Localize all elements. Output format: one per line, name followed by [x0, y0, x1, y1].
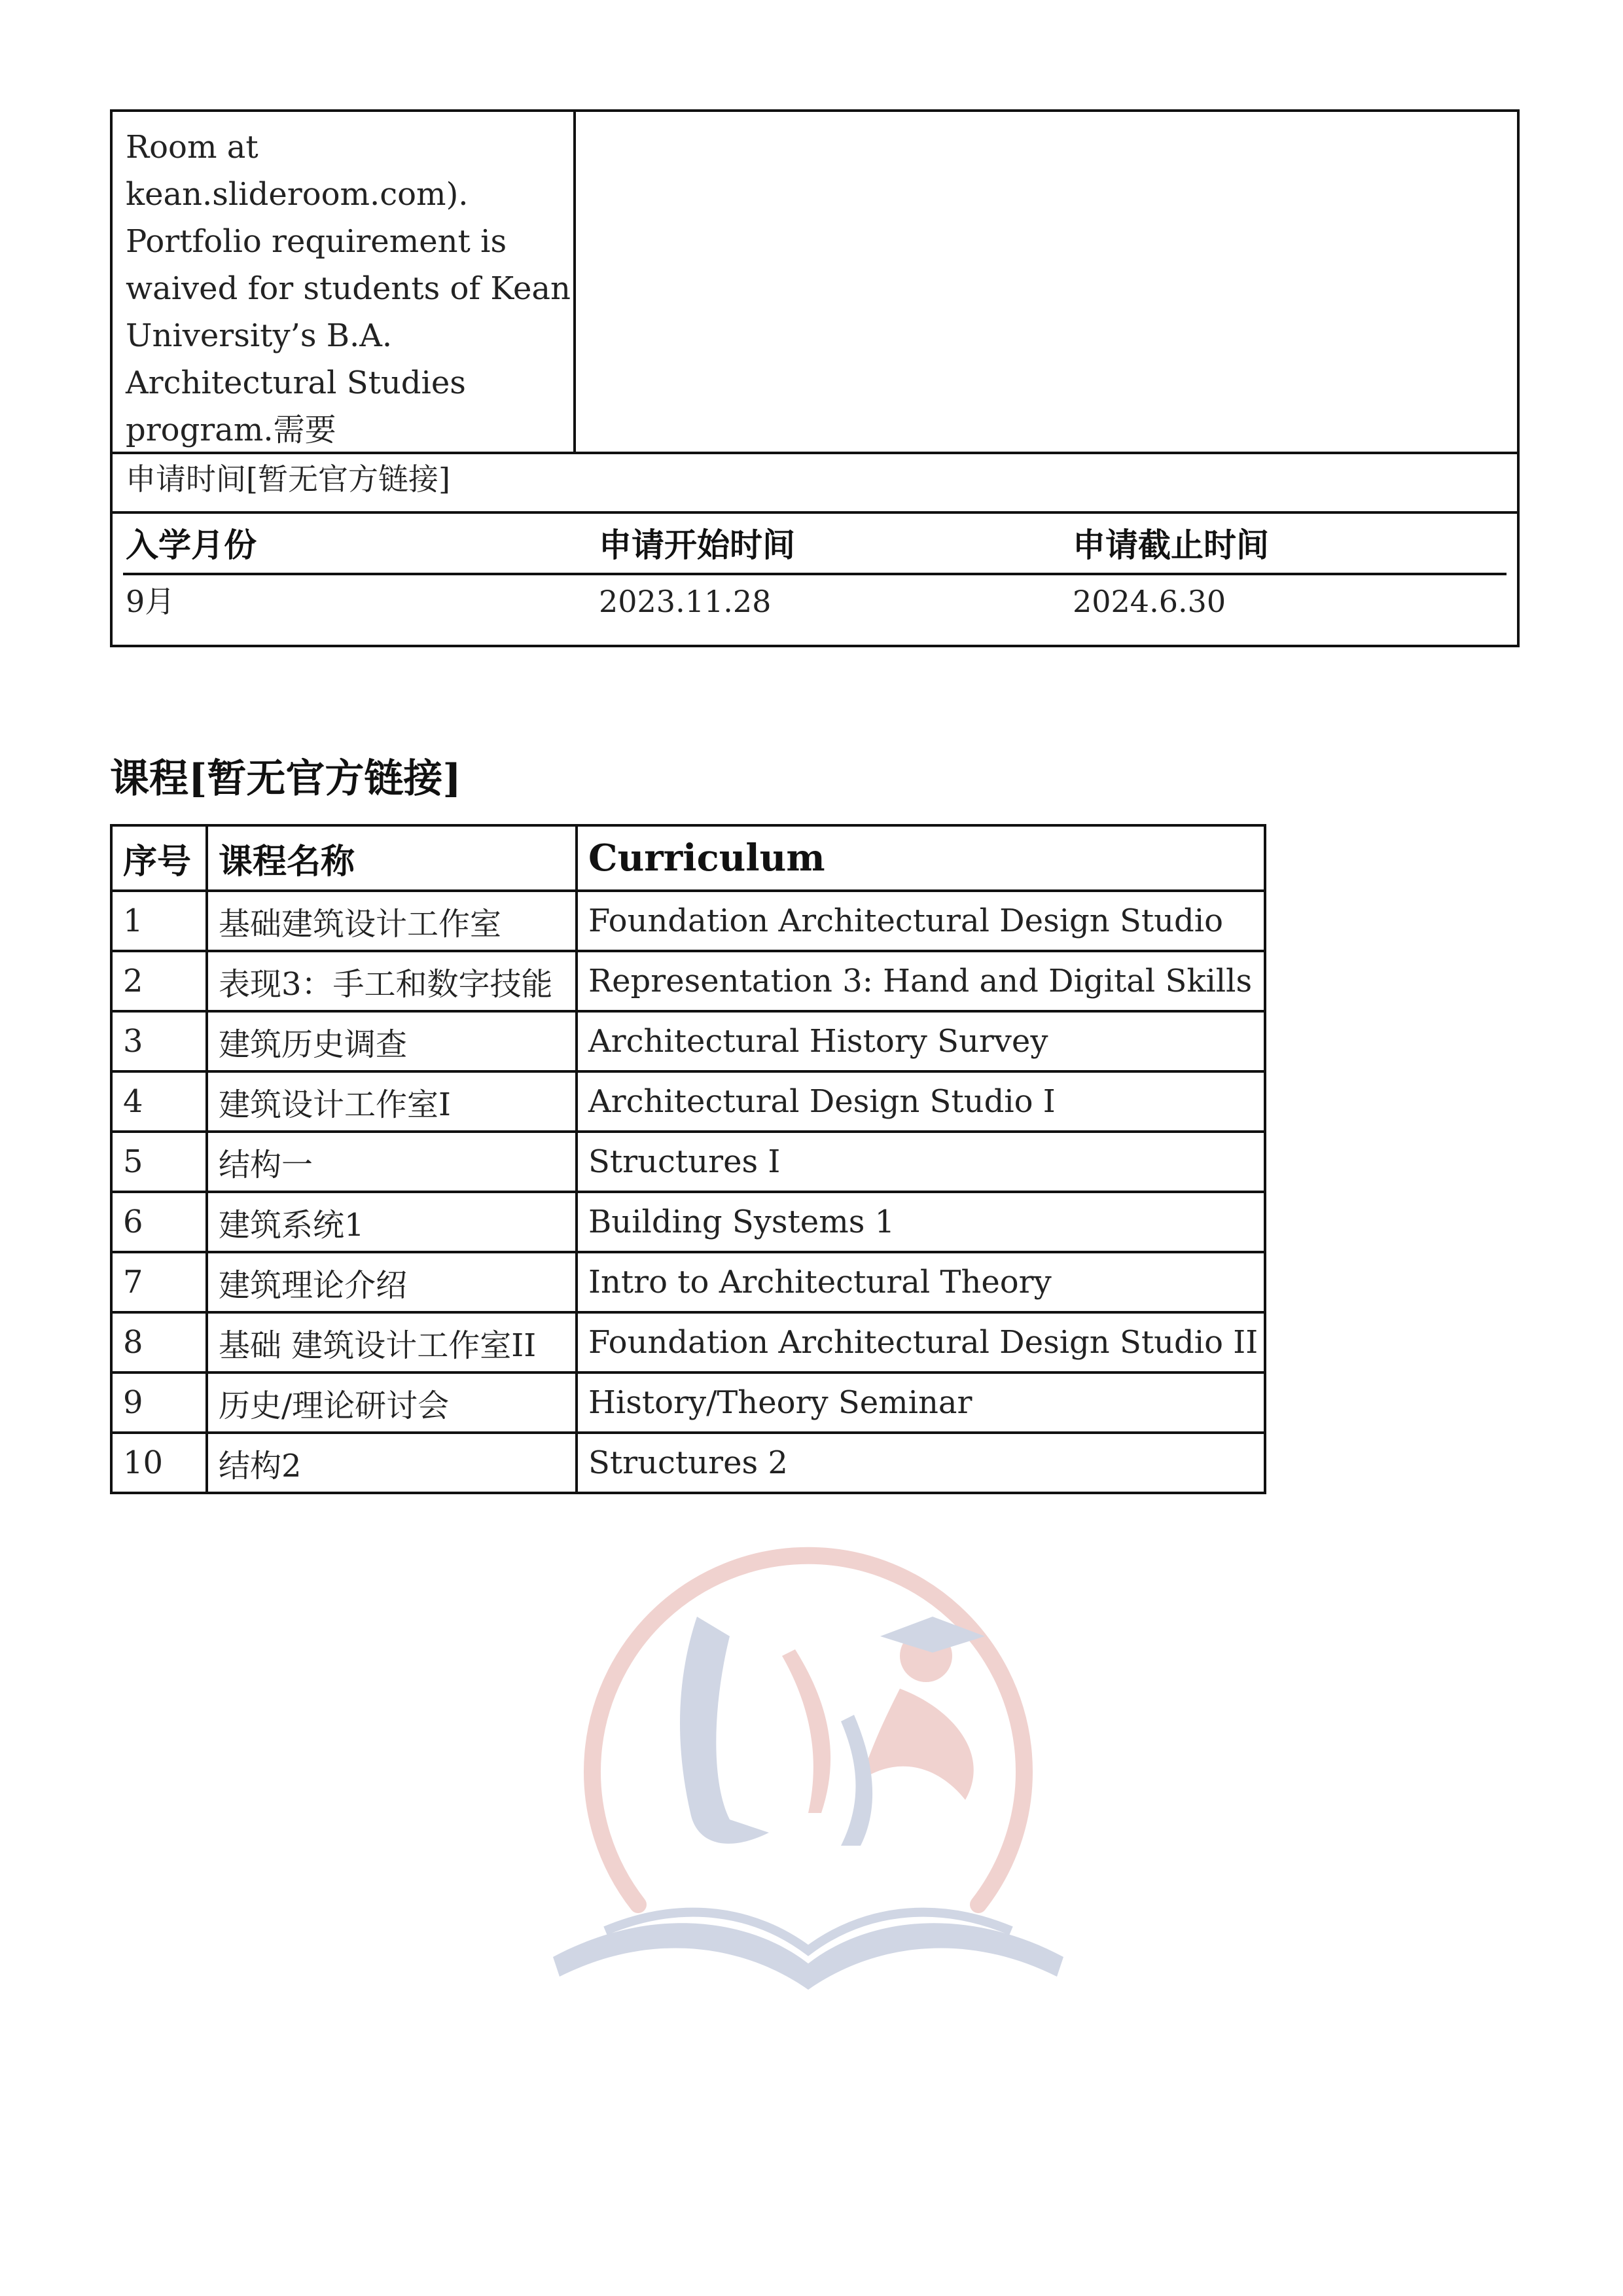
course-name-en: Structures I [577, 1132, 1265, 1192]
course-name-en: History/Theory Seminar [577, 1372, 1265, 1433]
course-header-row [111, 825, 1265, 891]
course-name-cn: 基础建筑设计工作室 [207, 891, 577, 951]
schedule-header-row [123, 523, 1507, 575]
logo-watermark-icon [533, 1505, 1083, 2016]
course-name-en: Architectural History Survey [577, 1011, 1265, 1071]
table-row [111, 1132, 1265, 1192]
application-time-row [113, 452, 1517, 514]
schedule-row [123, 579, 1507, 626]
table-row [111, 1433, 1265, 1493]
course-name-cn: 建筑系统1 [207, 1192, 577, 1252]
admission-table [110, 109, 1520, 647]
course-name-cn: 表现3：手工和数字技能 [207, 951, 577, 1011]
course-header-name: 课程名称 [207, 825, 577, 891]
course-number: 7 [111, 1252, 207, 1312]
requirement-cell [113, 112, 576, 452]
table-row [111, 1252, 1265, 1312]
course-number: 9 [111, 1372, 207, 1433]
table-row [111, 951, 1265, 1011]
course-number: 2 [111, 951, 207, 1011]
schedule-table [113, 514, 1517, 647]
course-name-en: Intro to Architectural Theory [577, 1252, 1265, 1312]
course-number: 5 [111, 1132, 207, 1192]
course-section-title: 课程[暂无官方链接] [110, 756, 461, 802]
course-number: 3 [111, 1011, 207, 1071]
schedule-intake-month: 9月 [126, 584, 175, 619]
table-row [111, 1372, 1265, 1433]
application-time-label: 申请时间[暂无官方链接] [126, 461, 450, 497]
table-row [111, 891, 1265, 951]
requirement-row [113, 112, 1517, 454]
course-name-en: Structures 2 [577, 1433, 1265, 1493]
schedule-header-start: 申请开始时间 [599, 526, 795, 564]
table-row [111, 1192, 1265, 1252]
course-name-cn: 建筑设计工作室I [207, 1071, 577, 1132]
course-header-curriculum: Curriculum [577, 825, 1265, 891]
course-name-en: Architectural Design Studio I [577, 1071, 1265, 1132]
requirement-empty-cell [576, 112, 1517, 452]
course-name-en: Foundation Architectural Design Studio II [577, 1312, 1265, 1372]
course-number: 8 [111, 1312, 207, 1372]
course-number: 6 [111, 1192, 207, 1252]
course-number: 10 [111, 1433, 207, 1493]
table-row [111, 1071, 1265, 1132]
schedule-deadline-date: 2024.6.30 [1073, 584, 1226, 619]
course-name-cn: 结构一 [207, 1132, 577, 1192]
course-header-number: 序号 [111, 825, 207, 891]
course-name-en: Building Systems 1 [577, 1192, 1265, 1252]
course-table [110, 824, 1266, 1494]
course-name-cn: 历史/理论研讨会 [207, 1372, 577, 1433]
course-name-cn: 建筑历史调查 [207, 1011, 577, 1071]
table-row [111, 1312, 1265, 1372]
course-number: 1 [111, 891, 207, 951]
schedule-start-date: 2023.11.28 [599, 584, 772, 619]
course-name-cn: 基础 建筑设计工作室II [207, 1312, 577, 1372]
requirement-text: Room at kean.slideroom.com). Portfolio requirement is waived for students of Kean University’s B.A. Architectural Studies program.需要 [126, 129, 571, 448]
course-number: 4 [111, 1071, 207, 1132]
schedule-header-intake-month: 入学月份 [126, 526, 257, 564]
course-name-cn: 建筑理论介绍 [207, 1252, 577, 1312]
schedule-header-deadline: 申请截止时间 [1073, 526, 1269, 564]
table-row [111, 1011, 1265, 1071]
course-name-cn: 结构2 [207, 1433, 577, 1493]
course-name-en: Representation 3: Hand and Digital Skills [577, 951, 1265, 1011]
course-name-en: Foundation Architectural Design Studio [577, 891, 1265, 951]
